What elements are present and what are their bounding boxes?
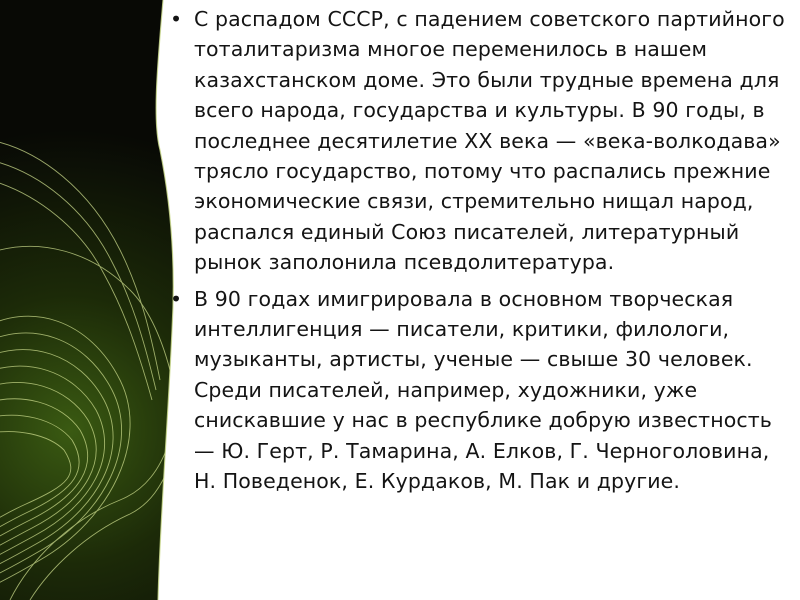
- bullet-item-1: [166, 4, 786, 278]
- paragraph-2-text: В 90 годах имигрировала в основном творческая интеллигенция — писатели, критики, филологи, музыканты, артисты, ученые — свыше 30 человек. Среди писателей, например, художники, уже снискавшие у нас в республике добрую известность — Ю. Герт, Р. Тамарина, А. Елков, Г. Черноголовина, Н. Поведенок, Е. Курдаков, М. Пак и другие.: [194, 286, 772, 494]
- slide-content: [166, 4, 786, 503]
- panel-background: [0, 0, 173, 600]
- bullet-list: [166, 4, 786, 497]
- paragraph-1-text: С распадом СССР, с падением советского партийного тоталитаризма многое переменилось в нашем казахстанском доме. Это были трудные времена для всего народа, государства и культуры. В 90 годы, в последнее десятилетие XX века — «века-волкодава» трясло государство, потому что распались прежние экономические связи, стремительно нищал народ, распался единый Союз писателей, литературный рынок заполонила псевдолитература.: [194, 7, 785, 275]
- bullet-item-2: [166, 284, 786, 497]
- bullet-marker: •: [170, 7, 183, 31]
- bullet-marker: •: [170, 286, 183, 311]
